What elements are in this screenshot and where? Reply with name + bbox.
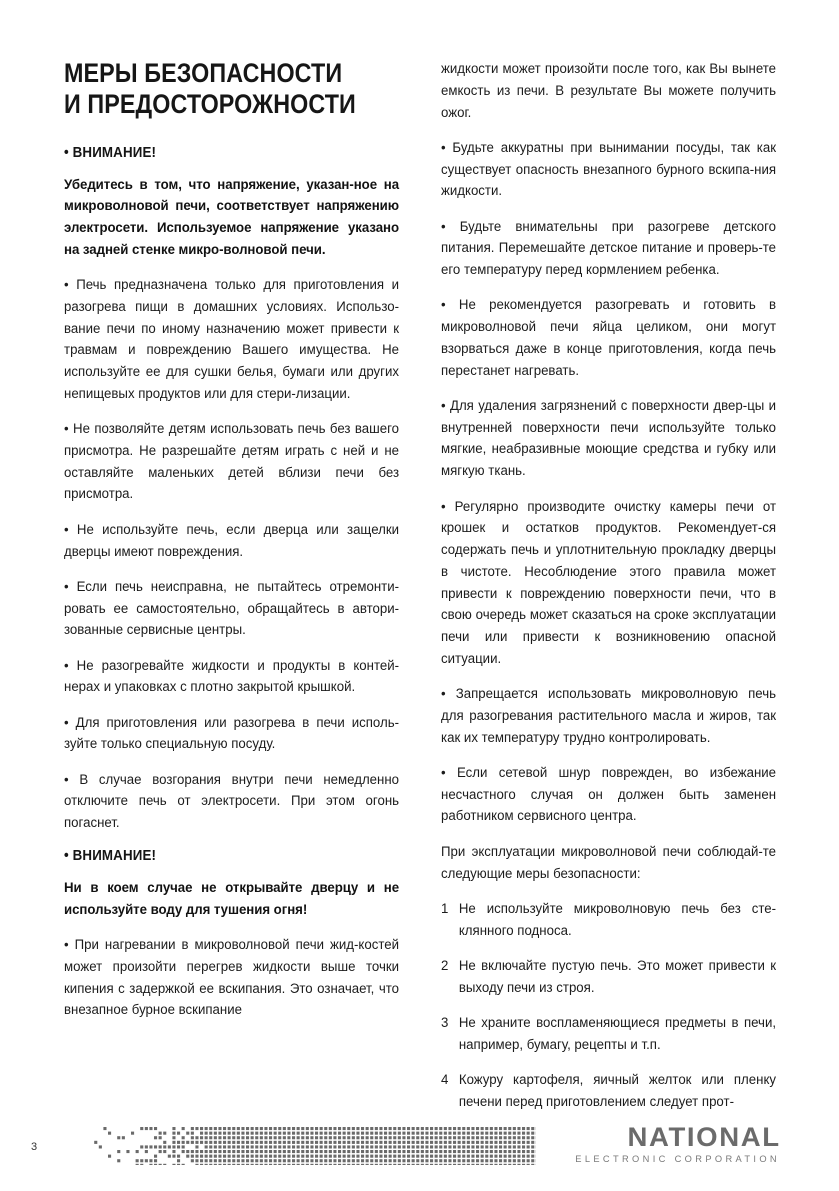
attention-heading-2: • ВНИМАНИЕ! bbox=[64, 847, 157, 864]
attention-heading-1: • ВНИМАНИЕ! bbox=[64, 144, 157, 161]
left-bullet-7: • В случае возгорания внутри печи немедленно отключите печь от электросети. При этом огонь погаснет. bbox=[64, 770, 400, 831]
right-bullet-1: • Будьте аккуратны при вынимании посуды, так как существует опасность внезапного бурного вскипа-ния жидкости. bbox=[441, 138, 777, 199]
list-item-number: 2 bbox=[441, 956, 449, 973]
page-footer bbox=[0, 1099, 839, 1191]
page-title-line-1: МЕРЫ БЕЗОПАСНОСТИ bbox=[64, 58, 343, 88]
list-item-text: Не используйте микроволновую печь без сте-клянного подноса. bbox=[458, 899, 777, 938]
list-item bbox=[441, 898, 776, 942]
list-item-number: 1 bbox=[441, 899, 449, 916]
logo-wordmark: NATIONAL bbox=[627, 1121, 781, 1152]
right-bullet-3: • Не рекомендуется разогревать и готовить в микроволновой печи яйца целиком, они могут взорваться даже в конце приготовления, когда печь перестанет нагревать. bbox=[441, 296, 777, 378]
left-bullet-2: • Не позволяйте детям использовать печь без вашего присмотра. Не разрешайте детям играть с ней и не оставляйте маленьких детей вблизи печи без присмотра. bbox=[64, 420, 400, 502]
brand-logo bbox=[575, 1121, 781, 1164]
left-bullet-4: • Если печь неисправна, не пытайтесь отремонти-ровать ее самостоятельно, обращайтесь в автори-зованные сервисные центры. bbox=[64, 577, 400, 638]
right-bullet-2: • Будьте внимательны при разогреве детского питания. Перемешайте детское питание и проверь-те его температуру перед кормлением ребенка. bbox=[441, 217, 777, 278]
right-bullet-4: • Для удаления загрязнений с поверхности двер-цы и внутренней поверхности печи используйте только мягкие, неабразивные моющие средства и губку или мягкую ткань. bbox=[441, 396, 777, 479]
list-item-number: 3 bbox=[441, 1013, 449, 1030]
right-continuation-paragraph: жидкости может произойти после того, как Вы вынете емкость из печи. В результате Вы можете получить ожог. bbox=[441, 60, 777, 120]
left-bullet-1: • Печь предназначена только для приготовления и разогрева пищи в домашних условиях. Использо-вание печи по иному назначению может привести к травмам и повреждению Вашего имущества. Не используйте ее для сушки белья, бумаги или других непищевых продуктов или для стери-лизации. bbox=[64, 276, 400, 401]
right-bullet-7: • Если сетевой шнур поврежден, во избежание несчастного случая он должен быть заменен работником сервисного центра. bbox=[441, 763, 777, 824]
warning-bold-paragraph: Ни в коем случае не открывайте дверцу и не используйте воду для тушения огня! bbox=[64, 878, 400, 917]
left-column bbox=[64, 58, 399, 1098]
left-bullet-6: • Для приготовления или разогрева в печи исполь-зуйте только специальную посуду. bbox=[64, 713, 400, 752]
page-title bbox=[64, 58, 400, 121]
page-number: 3 bbox=[31, 1141, 38, 1153]
list-item-text: Не храните воспламеняющиеся предметы в печи, например, бумагу, рецепты и т.п. bbox=[458, 1013, 777, 1052]
left-bullet-8: • При нагревании в микроволновой печи жид-костей может произойти перегрев жидкости выше точки кипения с задержкой ее вскипания. Это означает, что внезапное бурное вскипание bbox=[64, 935, 400, 1018]
list-item bbox=[441, 1012, 776, 1056]
logo-tagline: ELECTRONIC CORPORATION bbox=[575, 1153, 780, 1164]
two-column-layout bbox=[64, 58, 777, 1109]
left-bullet-3: • Не используйте печь, если дверца или защелки дверцы имеют повреждения. bbox=[64, 520, 400, 559]
right-bullet-5: • Регулярно производите очистку камеры печи от крошек и остатков продуктов. Рекомендует-ся содержать печь и уплотнительную прокладку дверцы в чистоте. Несоблюдение этого правила может привести к повреждению поверхности печи, что в свою очередь может сказаться на сроке эксплуатации печи или привести к возникновению опасной ситуации. bbox=[441, 497, 777, 666]
list-item bbox=[441, 955, 776, 999]
page-title-line-2: И ПРЕДОСТОРОЖНОСТИ bbox=[64, 89, 356, 120]
list-item-text: Не включайте пустую печь. Это может привести к выходу печи из строя. bbox=[458, 956, 777, 995]
numbered-list-intro: При эксплуатации микроволновой печи соблюдай-те следующие меры безопасности: bbox=[441, 842, 777, 881]
list-item-text: Кожуру картофеля, яичный желток или пленку печени перед приготовлением следует прот- bbox=[458, 1070, 777, 1109]
right-column bbox=[441, 58, 777, 1109]
list-item-number: 4 bbox=[441, 1070, 449, 1087]
dot-matrix-decoration bbox=[62, 1127, 536, 1165]
numbered-safety-list bbox=[441, 898, 776, 1113]
intro-bold-paragraph: Убедитесь в том, что напряжение, указан-ное на микроволновой печи, соответствует напряжению электросети. Используемое напряжение указано на задней стенке микро-волновой печи. bbox=[64, 175, 400, 257]
left-bullet-5: • Не разогревайте жидкости и продукты в контей-нерах и упаковках с плотно закрытой крышкой. bbox=[64, 656, 400, 695]
right-bullet-6: • Запрещается использовать микроволновую печь для разогревания растительного масла и жиров, так как их температуру трудно контролировать. bbox=[441, 685, 777, 745]
